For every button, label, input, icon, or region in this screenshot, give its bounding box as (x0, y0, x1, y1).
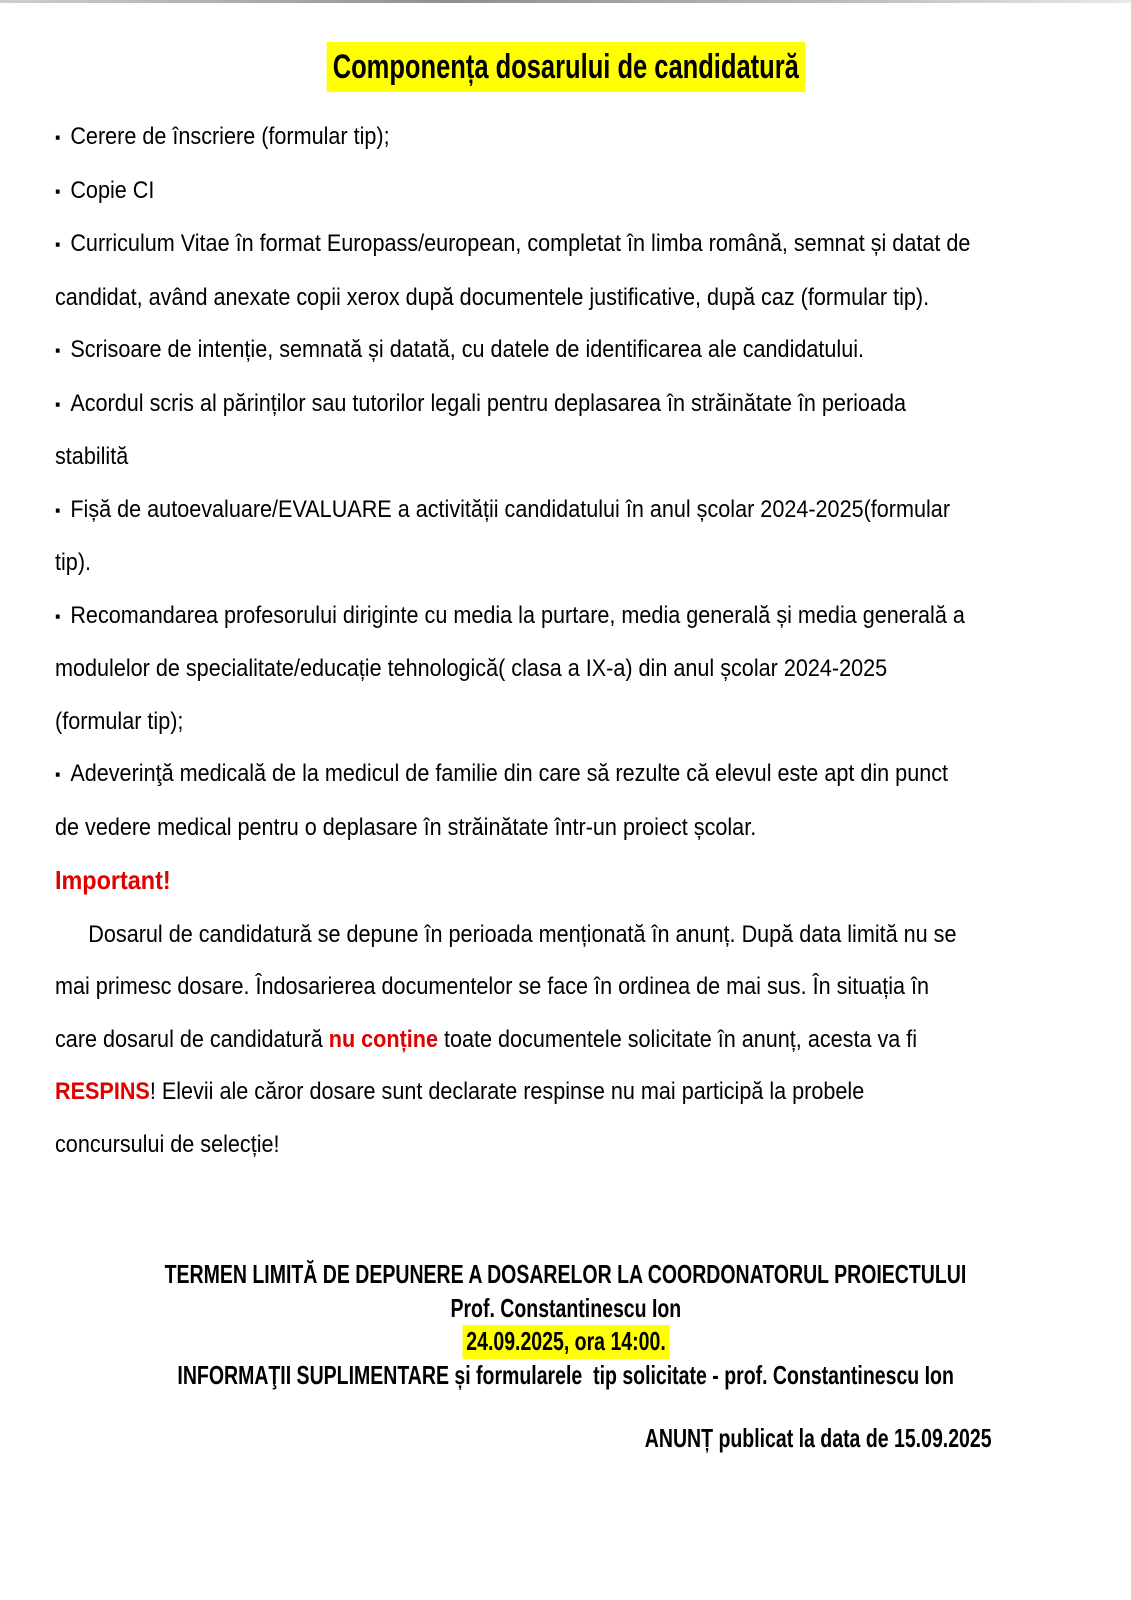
page-title: Componența dosarului de candidatură (326, 42, 804, 92)
list-item-text: Fișă de autoevaluare/EVALUARE a activității candidatului în anul școlar 2024-2025(formular (70, 495, 951, 523)
list-item-text: Recomandarea profesorului diriginte cu media la purtare, media generală și media generală a (70, 601, 965, 629)
title-block (0, 0, 1131, 97)
paragraph-text: Dosarul de candidatură se depune în perioada menționată în anunț. După data limită nu se (88, 920, 957, 948)
additional-info (0, 1359, 1131, 1393)
list-item-continuation (55, 802, 1131, 855)
paragraph-text: care dosarul de candidatură (55, 1025, 329, 1053)
important-heading (55, 854, 1131, 909)
paragraph-text: mai primesc dosare. Îndosarierea documentelor se face în ordinea de mai sus. În situația în (55, 973, 930, 1000)
list-item-text: Copie CI (70, 176, 155, 204)
paragraph-text: ! Elevii ale căror dosare sunt declarate respinse nu mai participă la probele (149, 1078, 865, 1105)
list-item (55, 748, 1131, 802)
bullet-icon: ▪ (55, 500, 61, 520)
bullet-icon: ▪ (55, 181, 61, 201)
list-item-continuation (55, 643, 1131, 696)
list-item-text: Scrisoare de intenție, semnată și datată, cu datele de identificarea ale candidatului. (70, 336, 865, 363)
emphasis-red-text: RESPINS (55, 1078, 150, 1105)
paragraph-line (55, 1014, 1131, 1067)
emphasis-red-text: nu conține (328, 1025, 438, 1053)
paragraph-text: concursului de selecție! (55, 1130, 280, 1158)
list-item-continuation (55, 696, 1131, 749)
list-item-text: modulelor de specialitate/educație tehnologică( clasa a IX-a) din anul școlar 2024-2025 (55, 655, 888, 682)
list-item (55, 165, 1131, 219)
coordinator-name-text: Prof. Constantinescu Ion (450, 1292, 681, 1323)
list-item-text: tip). (55, 549, 92, 576)
list-item-text: Curriculum Vitae în format Europass/european, completat în limba română, semnat și datat de (70, 230, 971, 257)
list-item-text: Acordul scris al părinților sau tutorilor legali pentru deplasarea în străinătate în perioada (70, 389, 906, 417)
paragraph-text: toate documentele solicitate în anunț, acesta va fi (437, 1025, 918, 1053)
list-item-text: candidat, având anexate copii xerox după documentele justificative, după caz (formular tip). (55, 283, 930, 311)
list-item (55, 324, 1131, 378)
list-item (55, 378, 1131, 432)
deadline-heading-text: TERMEN LIMITĂ DE DEPUNERE A DOSARELOR LA COORDONATORUL PROIECTULUI (164, 1259, 967, 1289)
list-item-continuation (55, 537, 1131, 590)
deadline-date-text: 24.09.2025, ora 14:00. (462, 1325, 669, 1359)
list-item (55, 218, 1131, 272)
important-label: Important! (55, 865, 171, 895)
list-item-text: (formular tip); (55, 707, 184, 735)
paragraph-line (55, 961, 1131, 1014)
list-item (55, 590, 1131, 644)
bullet-icon: ▪ (55, 394, 61, 414)
bullet-icon: ▪ (55, 606, 61, 626)
deadline-date (0, 1325, 1131, 1359)
list-item-continuation (55, 272, 1131, 325)
list-item-text: Adeverinţă medicală de la medicul de familie din care să rezulte că elevul este apt din punct (70, 760, 949, 787)
publish-date-text: ANUNȚ publicat la data de 15.09.2025 (645, 1423, 992, 1453)
publish-date (253, 1422, 1131, 1456)
bullet-icon: ▪ (55, 235, 61, 254)
paragraph-line (55, 909, 1131, 962)
document-body (55, 111, 1131, 1171)
bullet-icon: ▪ (55, 341, 61, 360)
additional-info-text: INFORMAŢII SUPLIMENTARE și formularele tip solicitate - prof. Constantinescu Ion (177, 1359, 954, 1390)
paragraph-line (55, 1119, 1131, 1172)
footer-block (0, 1258, 1131, 1456)
list-item-text: de vedere medical pentru o deplasare în străinătate într-un proiect școlar. (55, 813, 757, 841)
coordinator-name (0, 1292, 1131, 1326)
deadline-heading (0, 1258, 1131, 1292)
list-item-continuation (55, 431, 1131, 484)
list-item (55, 111, 1131, 165)
scan-edge-artifact (0, 0, 1131, 3)
bullet-icon: ▪ (55, 765, 61, 784)
list-item (55, 484, 1131, 538)
paragraph-line (55, 1066, 1131, 1119)
bullet-icon: ▪ (55, 128, 61, 147)
list-item-text: Cerere de înscriere (formular tip); (70, 123, 390, 150)
list-item-text: stabilită (55, 443, 129, 470)
